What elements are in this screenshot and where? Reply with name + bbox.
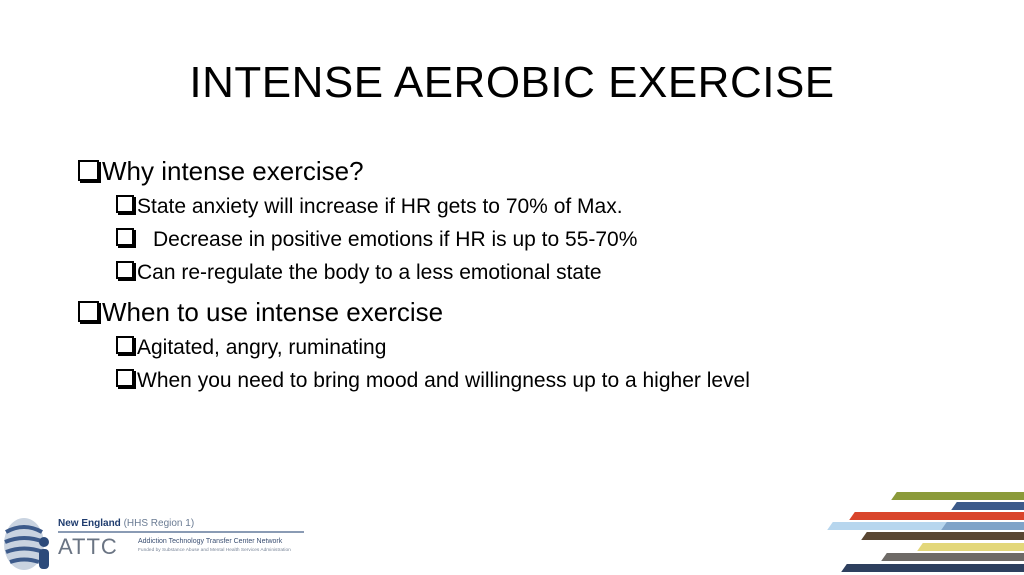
stripe xyxy=(891,492,1024,500)
checkbox-bullet-icon xyxy=(116,228,134,246)
stripe xyxy=(841,564,1024,572)
logo-region: New England (HHS Region 1) xyxy=(58,518,195,529)
stripe xyxy=(917,543,1024,551)
bullet-list xyxy=(78,152,978,397)
bullet-item xyxy=(116,190,978,223)
checkbox-bullet-icon xyxy=(78,301,99,322)
checkbox-bullet-icon xyxy=(116,369,134,387)
bullet-item-text: Decrease in positive emotions if HR is up to 55-70% xyxy=(153,228,638,251)
checkbox-bullet-icon xyxy=(116,336,134,354)
slide-title: INTENSE AEROBIC EXERCISE xyxy=(189,58,835,107)
bullet-heading-why xyxy=(78,152,978,190)
bullet-item xyxy=(116,223,978,256)
stripe xyxy=(861,532,1024,540)
bullet-item-text: State anxiety will increase if HR gets to 70% of Max. xyxy=(137,195,623,218)
stripe xyxy=(849,512,1024,520)
bullet-heading-text: Why intense exercise? xyxy=(102,156,364,186)
bullet-heading-text: When to use intense exercise xyxy=(102,297,444,327)
attc-globe-icon xyxy=(2,512,54,574)
logo-funding: Funded by Substance Abuse and Mental Health Services Administration xyxy=(138,548,291,553)
attc-logo xyxy=(0,510,310,575)
decorative-stripes xyxy=(824,490,1024,575)
logo-network: Addiction Technology Transfer Center Network xyxy=(138,538,283,545)
bullet-item xyxy=(116,364,978,397)
stripe xyxy=(941,522,1024,530)
bullet-item xyxy=(116,256,978,289)
checkbox-bullet-icon xyxy=(116,195,134,213)
checkbox-bullet-icon xyxy=(78,160,99,181)
bullet-item-text: Can re-regulate the body to a less emotional state xyxy=(137,261,602,284)
bullet-item-text: When you need to bring mood and willingness up to a higher level xyxy=(137,369,750,392)
stripe xyxy=(881,553,1024,561)
logo-divider xyxy=(58,531,304,533)
checkbox-bullet-icon xyxy=(116,261,134,279)
bullet-item xyxy=(116,331,978,364)
bullet-heading-when xyxy=(78,293,978,331)
logo-acronym: ATTC xyxy=(58,534,118,559)
bullet-item-text: Agitated, angry, ruminating xyxy=(137,336,387,359)
stripe xyxy=(951,502,1024,510)
